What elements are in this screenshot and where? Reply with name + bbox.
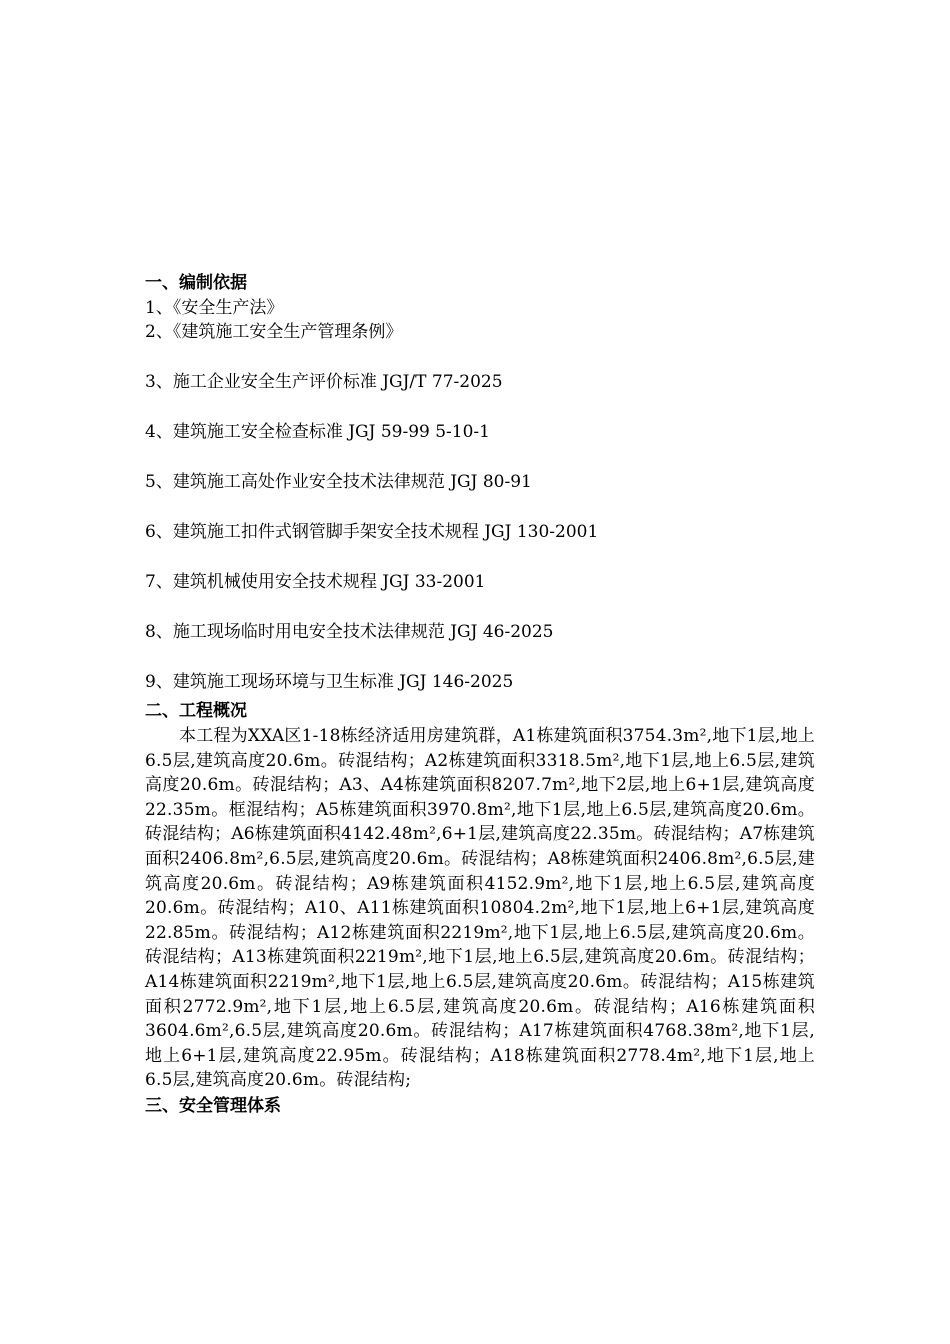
section-heading-overview: 二、工程概况	[145, 701, 247, 721]
basis-item-8: 8、施工现场临时用电安全技术法律规范 JGJ 46-2025	[145, 622, 554, 642]
basis-item-1: 1、《安全生产法》	[145, 298, 284, 318]
basis-item-5: 5、建筑施工高处作业安全技术法律规范 JGJ 80-91	[145, 472, 532, 492]
section-heading-safety-system: 三、安全管理体系	[145, 1095, 281, 1116]
basis-item-4: 4、建筑施工安全检查标准 JGJ 59-99 5-10-1	[145, 422, 490, 442]
basis-item-6: 6、建筑施工扣件式钢管脚手架安全技术规程 JGJ 130-2001	[145, 522, 599, 542]
basis-item-9: 9、建筑施工现场环境与卫生标准 JGJ 146-2025	[145, 672, 514, 692]
basis-item-7: 7、建筑机械使用安全技术规程 JGJ 33-2001	[145, 572, 486, 592]
basis-item-2: 2、《建筑施工安全生产管理条例》	[145, 322, 403, 342]
overview-paragraph: 本工程为XXA区1-18栋经济适用房建筑群，A1栋建筑面积3754.3m²,地下1层,地上6.5层,建筑高度20.6m。砖混结构；A2栋建筑面积3318.5m²,地下1层,地上6.5层,建筑高度20.6m。砖混结构；A3、A4栋建筑面积8207.7m²,地下2层,地上6+1层,建筑高度22.35m。框混结构；A5栋建筑面积3970.8m²,地下1层,地上6.5层,建筑高度20.6m。砖混结构；A6栋建筑面积4142.48m²,6+1层,建筑高度22.35m。砖混结构；A7栋建筑面积2406.8m²,6.5层,建筑高度20.6m。砖混结构；A8栋建筑面积2406.8m²,6.5层,建筑高度20.6m。砖混结构；A9栋建筑面积4152.9m²,地下1层,地上6.5层,建筑高度20.6m。砖混结构；A10、A11栋建筑面积10804.2m²,地下1层,地上6+1层,建筑高度22.85m。砖混结构；A12栋建筑面积2219m²,地下1层,地上6.5层,建筑高度20.6m。砖混结构；A13栋建筑面积2219m²,地下1层,地上6.5层,建筑高度20.6m。砖混结构；A14栋建筑面积2219m²,地下1层,地上6.5层,建筑高度20.6m。砖混结构；A15栋建筑面积2772.9m²,地下1层,地上6.5层,建筑高度20.6m。砖混结构；A16栋建筑面积3604.6m²,6.5层,建筑高度20.6m。砖混结构；A17栋建筑面积4768.38m²,地下1层,地上6+1层,建筑高度22.95m。砖混结构；A18栋建筑面积2778.4m²,地下1层,地上6.5层,建筑高度20.6m。砖混结构;	[145, 726, 815, 1091]
basis-item-3: 3、施工企业安全生产评价标准 JGJ/T 77-2025	[145, 372, 503, 392]
section-heading-basis: 一、编制依据	[145, 273, 247, 293]
document-page	[145, 270, 815, 1119]
